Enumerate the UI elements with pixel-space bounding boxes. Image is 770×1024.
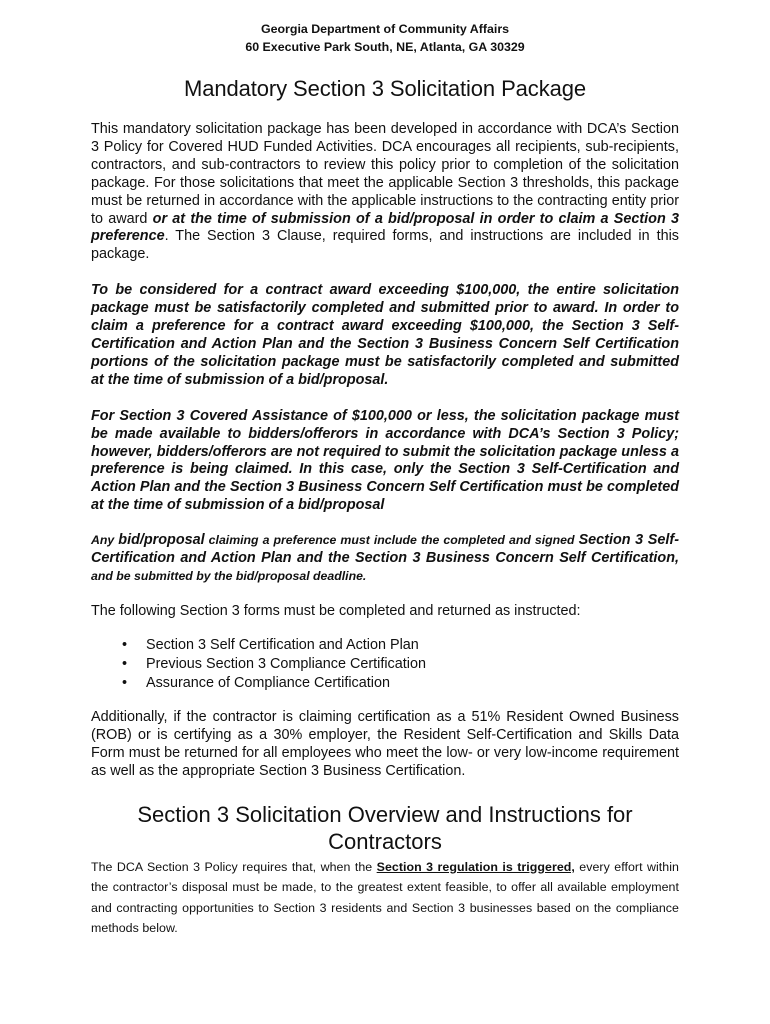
preference-note-e: and be submitted by the bid/proposal deadline.: [91, 568, 367, 583]
preference-note-a: Any: [91, 533, 119, 548]
page-title: Mandatory Section 3 Solicitation Package: [183, 76, 586, 101]
forms-list: [91, 636, 679, 694]
bullet-icon: •: [122, 636, 128, 653]
bullet-icon: •: [122, 655, 128, 672]
form-item-label: Section 3 Self Certification and Action Plan: [146, 636, 419, 653]
list-item: [118, 674, 679, 693]
intro-text: This mandatory solicitation package has been developed in accordance with DCA’s Section 3 Policy for Covered HUD Funded Activities. DCA encourages all recipients, sub-recipients, contractors, and sub-contractors to review this policy prior to completion of the solicitation package. For those solicitations that meet the applicable Section 3 thresholds, this package must be returned in accordance with the applicable instructions to the contracting entity prior to award: [91, 121, 679, 227]
over-threshold-paragraph: To be considered for a contract award exceeding $100,000, the entire solicitation package must be satisfactorily completed and submitted prior to award. In order to claim a preference for a contract award exceeding $100,000, the Section 3 Self-Certification and Action Plan and the Section 3 Business Concern Self Certification portions of the solicitation package must be satisfactorily completed and submitted at the time of submission of a bid/proposal.: [91, 282, 679, 388]
under-threshold-paragraph: For Section 3 Covered Assistance of $100,000 or less, the solicitation package must be made available to bidders/offerors in accordance with DCA’s Section 3 Policy; however, bidders/offerors are not required to submit the solicitation package unless a preference is being claimed. In this case, only the Section 3 Self-Certification and Action Plan and the Section 3 Business Concern Self Certification must be completed at the time of submission of a bid/proposal: [91, 407, 679, 514]
preference-note-d: Section 3 Self-Certification and Action Plan and the Section 3 Business Concern Self Certification,: [91, 532, 679, 567]
form-item-label: Assurance of Compliance Certification: [146, 675, 390, 692]
preference-note-paragraph: [91, 532, 679, 586]
overview-text-end: every effort within the contractor’s disposal must be made, to the greatest extent feasible, to offer all available employment and contracting opportunities to Section 3 residents and Section 3 businesses based on the compliance methods below.: [91, 859, 679, 936]
preference-note-b: bid/proposal: [118, 532, 205, 549]
preference-note-c: claiming a preference must include the completed and signed: [204, 533, 579, 548]
overview-heading: Section 3 Solicitation Overview and Instructions for Contractors: [137, 801, 633, 854]
intro-text-end: . The Section 3 Clause, required forms, and instructions are included in this package.: [91, 228, 679, 263]
overview-underlined: Section 3 regulation is triggered,: [376, 859, 575, 874]
org-address: 60 Executive Park South, NE, Atlanta, GA 30329: [245, 40, 525, 54]
list-item: [118, 655, 679, 674]
overview-paragraph: [91, 857, 679, 939]
list-item: [118, 636, 679, 655]
overview-text: The DCA Section 3 Policy requires that, when the: [91, 859, 377, 874]
bullet-icon: •: [122, 675, 128, 692]
org-name: Georgia Department of Community Affairs: [260, 22, 510, 36]
additional-paragraph: Additionally, if the contractor is claiming certification as a 51% Resident Owned Business (ROB) or is certifying as a 30% employer, the Resident Self-Certification and Skills Data Form must be returned for all employees who meet the low- or very low-income requirement as well as the appropriate Section 3 Business Certification.: [91, 709, 679, 780]
intro-emphasis: or at the time of submission of a bid/proposal in order to claim a Section 3 preference: [91, 210, 679, 245]
intro-paragraph: [91, 121, 679, 264]
forms-intro: The following Section 3 forms must be completed and returned as instructed:: [91, 602, 581, 619]
form-item-label: Previous Section 3 Compliance Certification: [146, 655, 426, 672]
document-page: [91, 0, 679, 939]
